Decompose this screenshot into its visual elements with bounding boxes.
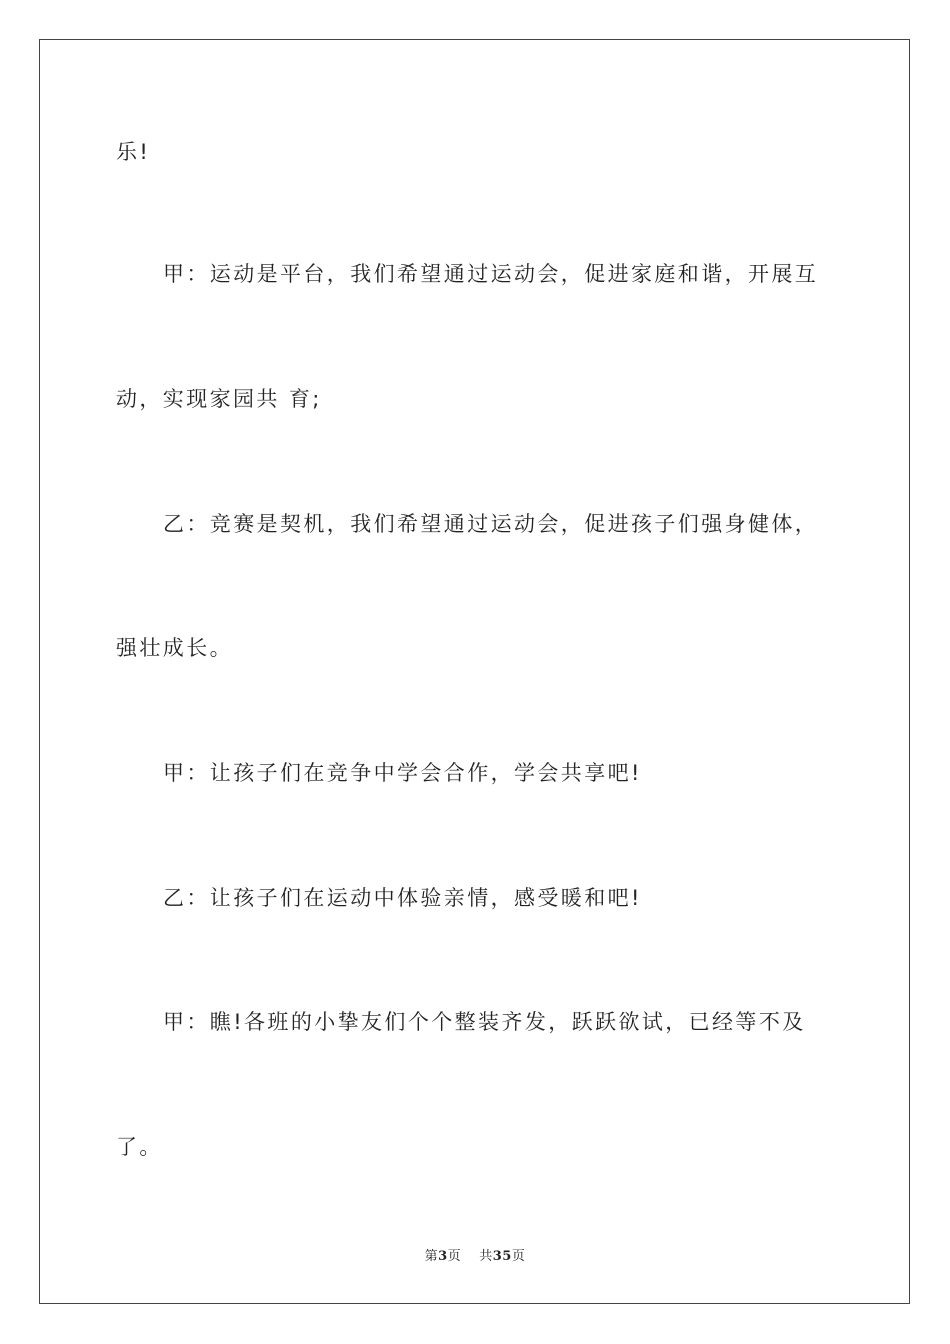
page-footer [0,1248,950,1266]
footer-page-current: 3 [438,1249,448,1264]
text-line-9: 了。 [116,1135,163,1159]
footer-total-prefix: 共 [479,1249,493,1264]
footer-page-total: 35 [492,1249,512,1264]
text-line-3: 动，实现家园共 育; [116,387,322,411]
text-line-4: 乙：竞赛是契机，我们希望通过运动会，促进孩子们强身健体， [163,512,819,536]
text-line-1: 乐! [116,140,151,164]
page-frame [39,39,910,1304]
text-line-2: 甲：运动是平台，我们希望通过运动会，促进家庭和谐，开展互 [163,262,819,286]
text-line-6: 甲：让孩子们在竞争中学会合作，学会共享吧! [163,761,642,785]
footer-page-prefix: 第 [424,1249,439,1264]
footer-page-suffix: 页 [447,1249,462,1264]
text-line-5: 强壮成长。 [116,636,233,660]
footer-total-suffix: 页 [511,1249,526,1264]
text-line-7: 乙：让孩子们在运动中体验亲情，感受暖和吧! [163,886,642,910]
text-line-8: 甲：瞧!各班的小挚友们个个整装齐发，跃跃欲试，已经等不及 [163,1010,806,1034]
